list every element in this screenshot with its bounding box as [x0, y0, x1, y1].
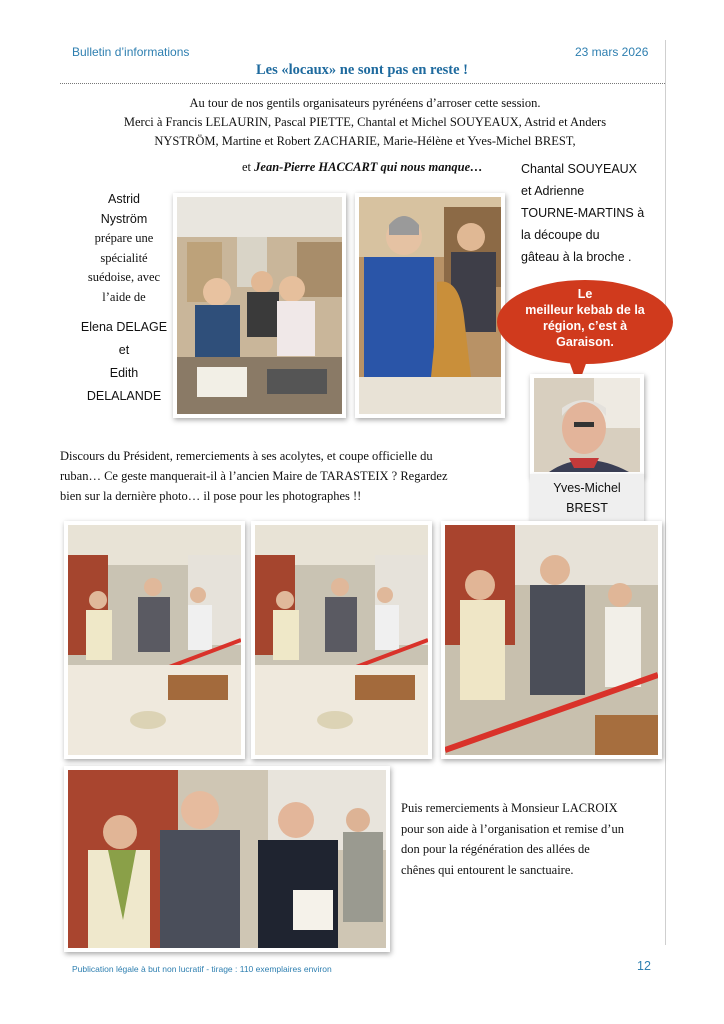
intro-text [60, 94, 670, 151]
caption-line: la découpe du [521, 228, 600, 242]
issue-date: 23 mars 2026 [575, 45, 649, 59]
astrid-caption [78, 190, 170, 307]
caption-line: spécialité [100, 250, 148, 265]
caption-line: l’aide de [102, 289, 146, 304]
photo-yves-michel-portrait [530, 374, 644, 476]
discours-text [60, 446, 500, 506]
title-divider [60, 83, 665, 84]
bubble-line: région, c’est à [542, 319, 628, 333]
intro-line-4 [242, 158, 483, 177]
caption-line: et Adrienne [521, 184, 585, 198]
caption-line: BREST [566, 501, 608, 515]
photo-lacroix-donation [64, 766, 390, 952]
intro-line-2: Merci à Francis LELAURIN, Pascal PIETTE, Chantal et Michel SOUYEAUX, Astrid et Anders [123, 115, 607, 129]
caption-line: Chantal SOUYEAUX [521, 162, 638, 176]
caption-line: Yves-Michel [553, 481, 621, 495]
portrait-caption [530, 474, 644, 522]
caption-line: et [118, 343, 130, 357]
lacroix-line: Puis remerciements à Monsieur LACROIX [401, 801, 618, 815]
intro-line-1: Au tour de nos gentils organisateurs pyrénéens d’arroser cette session. [189, 96, 541, 110]
photo-kitchen-prep [173, 193, 346, 418]
photo-kebab-cake [355, 193, 505, 418]
astrid-caption-helpers [78, 316, 170, 408]
kebab-speech-bubble [497, 280, 673, 364]
bubble-line: Le [577, 287, 593, 301]
lacroix-line: chênes qui entourent le sanctuaire. [401, 862, 574, 877]
discours-line: bien sur la dernière photo… il pose pour les photographes !! [60, 489, 362, 503]
souyeaux-caption [521, 158, 661, 268]
caption-line: prépare une [94, 231, 154, 245]
photo-ribbon-cut [441, 521, 662, 759]
caption-line: Edith [109, 366, 139, 380]
caption-line: suédoise, avec [87, 270, 161, 284]
legal-notice: Publication légale à but non lucratif - tirage : 110 exemplaires environ [72, 964, 332, 974]
lacroix-line: pour son aide à l’organisation et remise d’un [401, 821, 624, 836]
bubble-line: Garaison. [556, 335, 614, 349]
caption-line: gâteau à la broche . [521, 250, 632, 264]
photo-ribbon-2 [251, 521, 432, 759]
caption-line: Elena DELAGE [80, 320, 168, 334]
intro-line-4-italic: Jean-Pierre HACCART qui nous manque… [254, 160, 483, 174]
page-number: 12 [637, 959, 651, 973]
caption-line: DELALANDE [86, 389, 162, 403]
bubble-line: meilleur kebab de la [525, 303, 645, 317]
discours-line: ruban… Ce geste manquerait-il à l’ancien Maire de TARASTEIX ? Regardez [60, 469, 448, 483]
intro-line-4-prefix: et [242, 160, 255, 174]
lacroix-line: don pour la régénération des allées de [401, 842, 590, 856]
intro-line-3: NYSTRÖM, Martine et Robert ZACHARIE, Marie-Hélène et Yves-Michel BREST, [154, 134, 576, 148]
page-title: Les «locaux» ne sont pas en reste ! [256, 62, 468, 78]
right-margin-line [665, 40, 666, 945]
photo-ribbon-1 [64, 521, 245, 759]
discours-line: Discours du Président, remerciements à ses acolytes, et coupe officielle du [60, 449, 433, 463]
bulletin-label: Bulletin d’informations [72, 45, 190, 59]
caption-line: TOURNE-MARTINS à [521, 206, 645, 220]
caption-line: Nyström [100, 211, 148, 226]
lacroix-text [401, 798, 655, 880]
caption-line: Astrid [108, 192, 140, 206]
